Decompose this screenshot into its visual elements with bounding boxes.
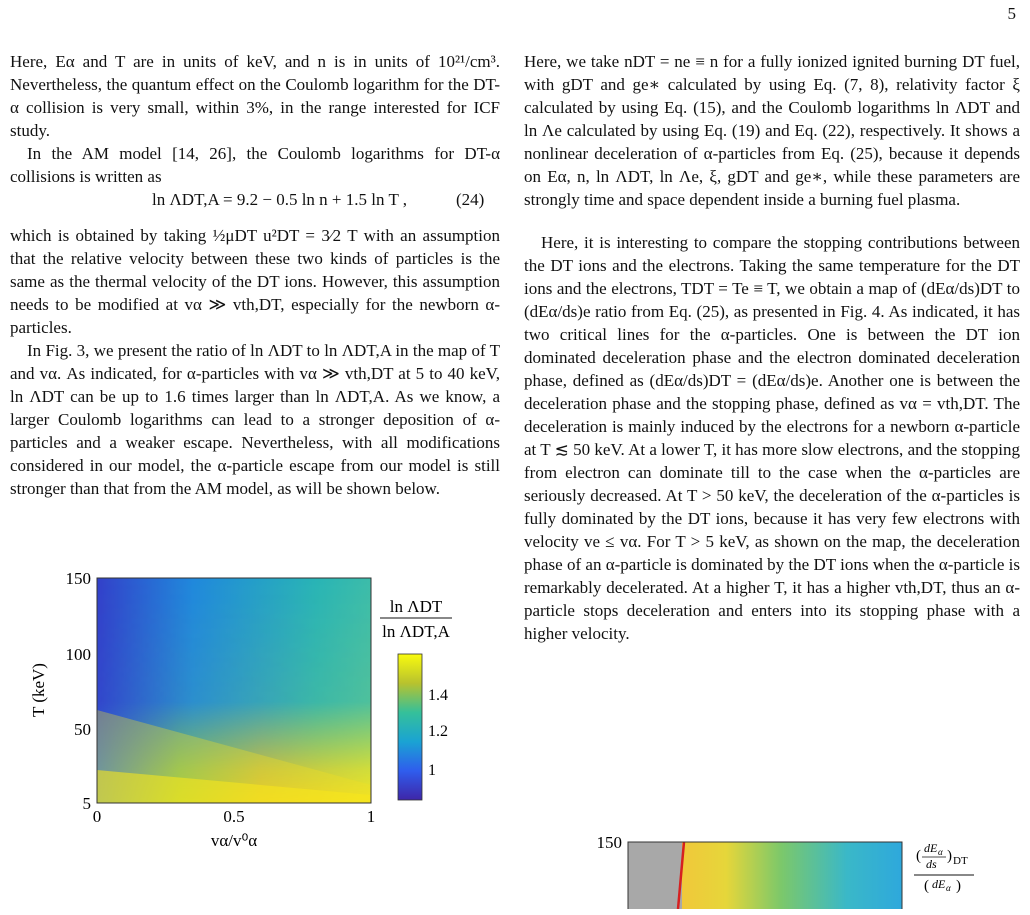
left-paragraph-1: Here, Eα and T are in units of keV, and n is in units of 10²¹/cm³. Nevertheless, the quantum effect on the Coulomb logarithm for the DT-α collision is very small, within 3%, in the range interested for ICF study. — [10, 52, 500, 140]
colorbar-title-denominator: ln ΛDT,A — [382, 622, 450, 641]
y-tick-label: 100 — [65, 645, 91, 664]
svg-text:dE: dE — [924, 841, 938, 855]
y-tick-label: 50 — [74, 720, 91, 739]
figure-3 — [0, 570, 520, 885]
equation-24: ln ΛDT,A = 9.2 − 0.5 ln n + 1.5 ln T , — [152, 190, 408, 209]
left-paragraph-4: In Fig. 3, we present the ratio of ln ΛDT to ln ΛDT,A in the map of T and vα. As indicated, for α-particles with vα ≫ vth,DT at 5 to 40 keV, ln ΛDT can be up to 1.6 times larger than ln ΛDT,A. As we know, a larger Coulomb logarithms can lead to a stronger deposition of α-particles and a weaker escape. Nevertheless, with all modifications considered in our model, the α-particle escape from our model is still stronger than that from the AM model, as will be shown below. — [10, 341, 500, 498]
figure-3-caption-truncated — [10, 885, 500, 915]
left-column-lower — [10, 224, 500, 500]
x-tick-label: 1 — [366, 807, 376, 826]
right-paragraph-1: Here, we take nDT = ne ≡ n for a fully ionized ignited burning DT fuel, with gDT and ge∗ calculated by using Eq. (7, 8), relativity factor ξ calculated by using Eq. (15), and the Coulomb logarithms ln ΛDT and ln Λe calculated by using Eq. (19) and Eq. (22), respectively. It shows a nonlinear deceleration of α-particles from Eq. (25), because it depends on Eα, n, ln ΛDT, ln Λe, ξ, gDT and ge∗, while these parameters are strongly time and space dependent inside a burning fuel plasma. — [524, 52, 1020, 209]
figure-4-plot-area — [628, 842, 902, 909]
svg-text:α: α — [938, 847, 943, 857]
colorbar — [380, 597, 452, 800]
x-tick-label: 0 — [92, 807, 102, 826]
y-tick-label: 150 — [65, 570, 91, 588]
heatmap-plot-area — [97, 578, 371, 803]
x-tick-label: 0.5 — [223, 807, 245, 826]
right-column — [524, 50, 1020, 645]
svg-text:(: ( — [916, 848, 921, 864]
svg-text:): ) — [947, 848, 952, 864]
x-axis-label: vα/v⁰α — [210, 831, 258, 850]
svg-text:(: ( — [924, 878, 929, 894]
colorbar-title-numerator: ln ΛDT — [389, 597, 443, 616]
colorbar-tick-label: 1.2 — [428, 723, 448, 740]
right-paragraph-2: Here, it is interesting to compare the stopping contributions between the DT ions and the electrons. Taking the same temperature for the DT ions and the electrons, TDT = Te ≡ T, we obtain a map of (dEα/ds)DT to (dEα/ds)e ratio from Eq. (25), as presented in Fig. 4. As indicated, it has two critical lines for the α-particles. One is between the DT ion dominated deceleration phase and the electron dominated deceleration phase, defined as (dEα/ds)DT = (dEα/ds)e. Another one is between the deceleration phase and the stopping phase, defined as vα = vth,DT. The deceleration is mainly induced by the electrons for a newborn α-particle at T ≲ 50 keV. At a lower T, it has more slow electrons, and the stopping from electron can dominate till to the case when the α-particles are seriously decreased. At T > 50 keV, the deceleration of the α-particles is fully dominated by the DT ions, because it has very few electrons with velocity ve ≤ vα. For T > 5 keV, as shown on the map, the deceleration phase of an α-particle is dominated by the DT ions when the α-particle is remarkably decelerated. At a higher T, it has a higher vth,DT, thus an α-particle stops deceleration and enters into its stopping phase with a higher velocity. — [524, 233, 1020, 643]
equation-24-number: (24) — [456, 190, 485, 209]
figure-4 — [560, 830, 1030, 909]
svg-text:ds: ds — [926, 857, 937, 871]
left-paragraph-2: In the AM model [14, 26], the Coulomb logarithms for DT-α collisions is written as — [10, 144, 500, 186]
page-number: 5 — [1007, 4, 1016, 23]
x-axis — [93, 807, 376, 850]
y-axis-label: T (keV) — [29, 663, 48, 717]
y-tick-label: 5 — [82, 794, 91, 813]
colorbar-tick-label: 1 — [428, 762, 436, 779]
colorbar-tick-label: 1.4 — [428, 687, 448, 704]
figure-4-colorbar-title — [914, 841, 974, 894]
svg-text:): ) — [956, 878, 961, 894]
svg-text:dE: dE — [932, 877, 946, 891]
y-axis — [29, 570, 91, 813]
svg-text:DT: DT — [953, 855, 968, 867]
y-tick-label: 150 — [596, 833, 622, 852]
svg-text:α: α — [946, 883, 951, 893]
left-paragraph-3: which is obtained by taking ½μDT u²DT = 3⁄2 T with an assumption that the relative velocity between these two kinds of particles is the same as the thermal velocity of the DT ions. However, this assumption needs to be modified at vα ≫ vth,DT, especially for the newborn α-particles. — [10, 226, 500, 337]
left-column — [10, 50, 500, 188]
